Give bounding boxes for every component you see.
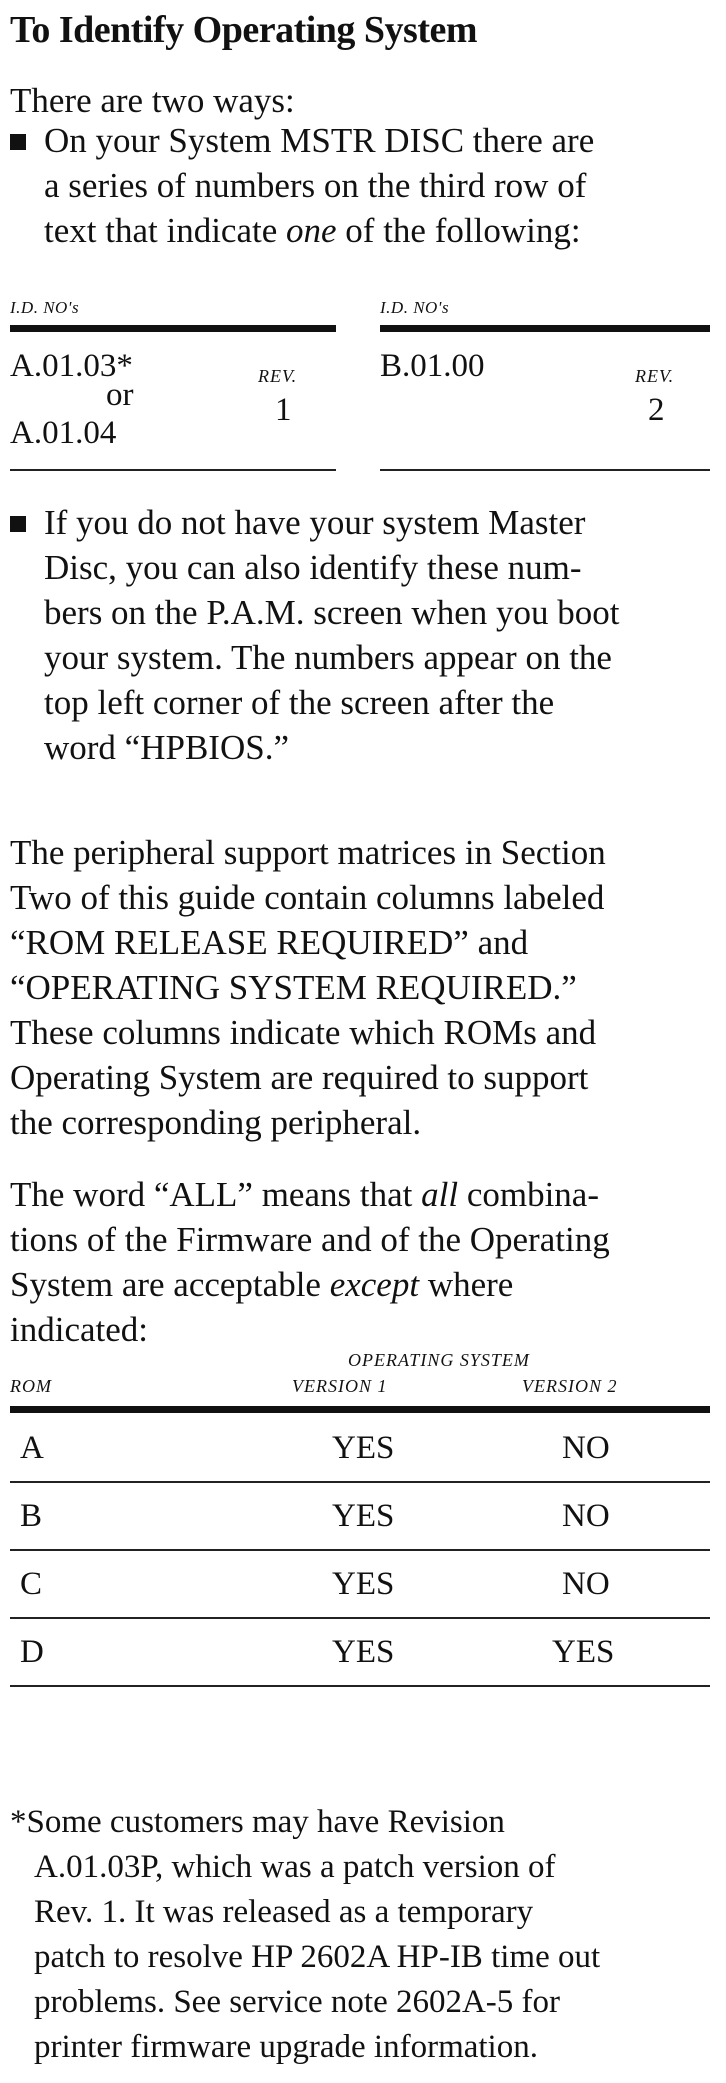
bullet-2-line: word “HPBIOS.” xyxy=(44,728,289,767)
bullet-2-text xyxy=(44,500,704,770)
bullet-1-line: text that indicate one of the following: xyxy=(44,211,581,250)
matrix-rom-cell: B xyxy=(20,1498,43,1534)
rule-thin-left xyxy=(10,469,336,471)
footnote-line: A.01.03P, which was a patch version of xyxy=(34,1849,556,1885)
page-title: To Identify Operating System xyxy=(10,9,478,51)
id-header-left: I.D. NO's xyxy=(10,298,80,317)
paragraph-line: These columns indicate which ROMs and xyxy=(10,1013,597,1052)
paragraph-line: “OPERATING SYSTEM REQUIRED.” xyxy=(10,968,577,1007)
matrix-rom-cell: C xyxy=(20,1566,43,1602)
matrix-v2-cell: NO xyxy=(562,1566,610,1602)
emphasis-one: one xyxy=(286,211,337,250)
matrix-group-header: OPERATING SYSTEM xyxy=(348,1350,530,1370)
rule-thin-right xyxy=(380,469,710,471)
matrix-v2-cell: YES xyxy=(552,1634,615,1670)
matrix-v2-cell: NO xyxy=(562,1498,610,1534)
paragraph-line: Two of this guide contain columns labeled xyxy=(10,878,605,917)
footnote-line: problems. See service note 2602A-5 for xyxy=(34,1984,561,2020)
footnote-line: Rev. 1. It was released as a temporary xyxy=(34,1894,534,1930)
matrix-row-rule xyxy=(10,1481,710,1483)
emphasis-all: all xyxy=(421,1175,459,1214)
bullet-2-line: top left corner of the screen after the xyxy=(44,683,555,722)
bullet-2-line: bers on the P.A.M. screen when you boot xyxy=(44,593,620,632)
matrix-row-rule xyxy=(10,1685,710,1687)
rev-number-left: 1 xyxy=(275,392,292,428)
matrix-row-rule xyxy=(10,1617,710,1619)
bullet-1-text xyxy=(44,118,704,253)
rev-label-left: REV. xyxy=(258,366,298,386)
bullet-marker xyxy=(10,134,26,150)
matrix-v2-cell: NO xyxy=(562,1430,610,1466)
matrix-v1-cell: YES xyxy=(332,1566,395,1602)
paragraph-line: “ROM RELEASE REQUIRED” and xyxy=(10,923,529,962)
rev-label-right: REV. xyxy=(635,366,675,386)
paragraph-line: tions of the Firmware and of the Operating xyxy=(10,1220,610,1259)
matrix-rom-cell: D xyxy=(20,1634,44,1670)
bullet-2-line: your system. The numbers appear on the xyxy=(44,638,612,677)
id-value-a0103: A.01.03* xyxy=(10,348,133,384)
rule-thick-left xyxy=(10,325,336,332)
matrix-v1-cell: YES xyxy=(332,1634,395,1670)
bullet-1-line: a series of numbers on the third row of xyxy=(44,166,587,205)
matrix-v1-cell: YES xyxy=(332,1498,395,1534)
intro-text: There are two ways: xyxy=(10,81,295,120)
matrix-col-rom: ROM xyxy=(10,1376,52,1396)
matrix-rom-cell: A xyxy=(20,1430,44,1466)
paragraph-line: indicated: xyxy=(10,1310,149,1349)
paragraph-all xyxy=(10,1172,720,1352)
bullet-2-line: If you do not have your system Master xyxy=(44,503,586,542)
matrix-v1-cell: YES xyxy=(332,1430,395,1466)
footnote-line: printer firmware upgrade information. xyxy=(34,2029,538,2065)
footnote xyxy=(10,1800,720,2070)
bullet-marker xyxy=(10,516,26,532)
matrix-col-version1: VERSION 1 xyxy=(292,1376,388,1396)
bullet-1-line: On your System MSTR DISC there are xyxy=(44,121,595,160)
emphasis-except: except xyxy=(329,1265,420,1304)
bullet-2-line: Disc, you can also identify these num- xyxy=(44,548,582,587)
rev-number-right: 2 xyxy=(648,392,665,428)
paragraph-line: the corresponding peripheral. xyxy=(10,1103,422,1142)
id-header-right: I.D. NO's xyxy=(380,298,450,317)
id-value-b0100: B.01.00 xyxy=(380,348,485,384)
matrix-row-rule xyxy=(10,1549,710,1551)
paragraph-line: The word “ALL” means that all combina- xyxy=(10,1175,599,1214)
matrix-rule-thick xyxy=(10,1406,710,1413)
footnote-line: *Some customers may have Revision xyxy=(10,1804,505,1840)
id-or: or xyxy=(106,377,134,413)
id-value-a0104: A.01.04 xyxy=(10,415,117,451)
paragraph-matrices xyxy=(10,830,720,1145)
paragraph-line: The peripheral support matrices in Section xyxy=(10,833,606,872)
paragraph-line: System are acceptable except where xyxy=(10,1265,514,1304)
paragraph-line: Operating System are required to support xyxy=(10,1058,589,1097)
matrix-col-version2: VERSION 2 xyxy=(522,1376,618,1396)
footnote-line: patch to resolve HP 2602A HP-IB time out xyxy=(34,1939,601,1975)
rule-thick-right xyxy=(380,325,710,332)
